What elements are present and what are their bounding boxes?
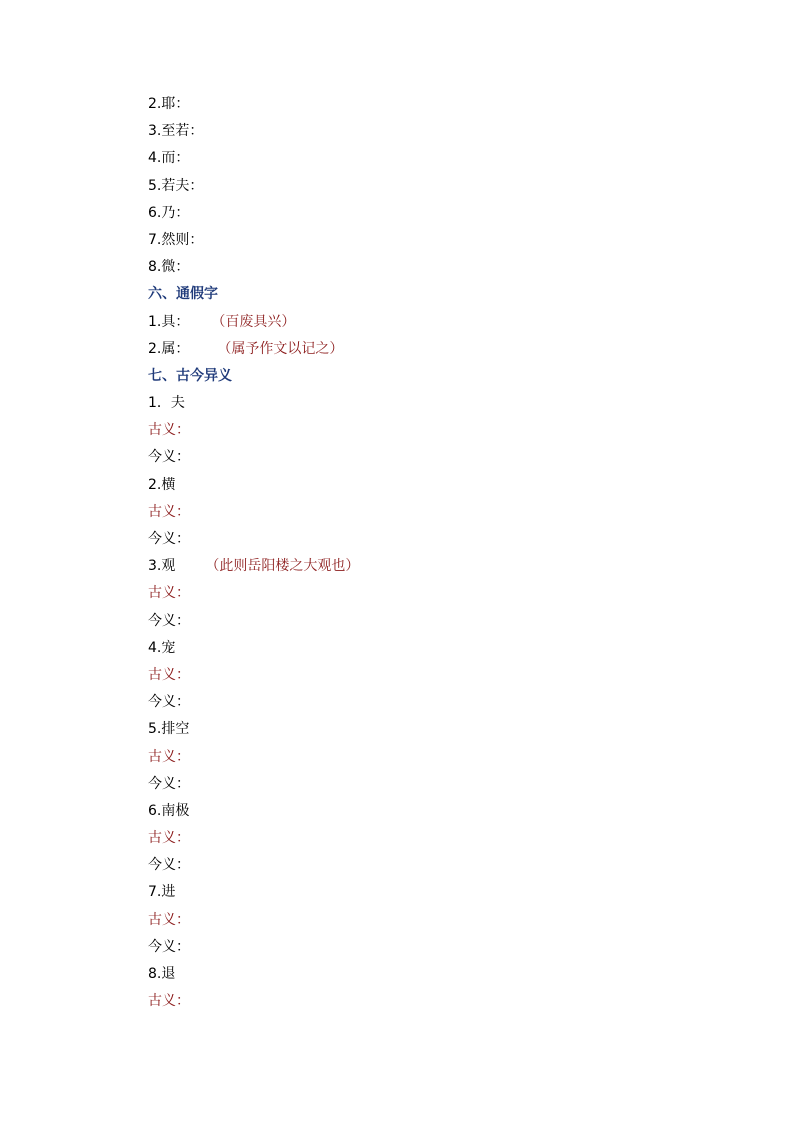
word-label: 4.宠 (148, 639, 176, 656)
word-label: 1．夫 (148, 395, 185, 412)
list-item (148, 227, 748, 254)
jin-label: 今义： (148, 938, 190, 955)
item-label: 6.乃： (148, 204, 190, 221)
list-item (148, 309, 748, 336)
word-label: 7.进 (148, 884, 176, 901)
gu-label: 古义： (148, 503, 190, 520)
item-label: 8.微： (148, 259, 190, 276)
item-label: 4.而： (148, 150, 190, 167)
document-page (148, 91, 748, 1015)
list-item (148, 553, 748, 580)
item-label: 3.至若： (148, 123, 204, 140)
jin-label: 今义： (148, 857, 190, 874)
list-item (148, 200, 748, 227)
gu-label: 古义： (148, 422, 190, 439)
word-label: 2.横 (148, 476, 176, 493)
jin-label: 今义： (148, 449, 190, 466)
gu-label: 古义： (148, 911, 190, 928)
list-item (148, 254, 748, 281)
word-label: 5.排空 (148, 721, 190, 738)
jin-label: 今义： (148, 531, 190, 547)
item-label: 2.属： (148, 340, 190, 357)
list-item (148, 173, 748, 200)
item-label: 5.若夫： (148, 177, 204, 194)
jin-label: 今义： (148, 775, 190, 792)
gu-label: 古义： (148, 585, 190, 602)
section-heading: 六、通假字 (148, 286, 218, 303)
list-item (148, 91, 748, 118)
gu-label: 古义： (148, 748, 190, 765)
gu-label: 古义： (148, 830, 190, 847)
example-text: （此则岳阳楼之大观也） (205, 558, 360, 575)
list-item (148, 145, 748, 172)
item-label: 1.具： (148, 313, 190, 330)
gu-label: 古义： (148, 993, 190, 1010)
list-item (148, 336, 748, 363)
word-label: 6.南极 (148, 802, 190, 819)
jin-label: 今义： (148, 694, 190, 711)
item-label: 2.耶： (148, 96, 190, 112)
word-label: 8.退 (148, 966, 176, 982)
list-item (148, 118, 748, 145)
item-label: 7.然则： (148, 231, 204, 248)
example-text: （百废具兴） (211, 313, 296, 330)
word-label: 3.观 (148, 558, 176, 575)
gu-label: 古义： (148, 666, 190, 683)
jin-label: 今义： (148, 612, 190, 629)
example-text: （属予作文以记之） (217, 340, 344, 357)
section-heading: 七、古今异义 (148, 367, 232, 384)
